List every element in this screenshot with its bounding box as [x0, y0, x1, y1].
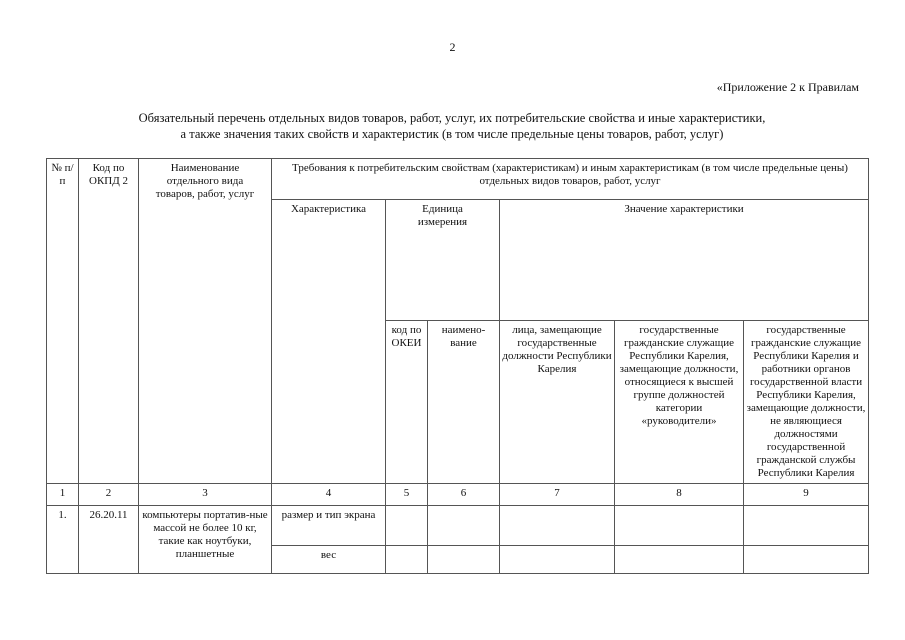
empty-cell	[500, 546, 615, 574]
document-title	[46, 110, 858, 142]
appendix-reference: «Приложение 2 к Правилам	[716, 80, 859, 94]
empty-cell	[500, 506, 615, 546]
empty-cell	[744, 506, 869, 546]
empty-cell	[615, 546, 744, 574]
empty-cell	[615, 506, 744, 546]
requirements-table	[46, 158, 869, 574]
header-value-persons: лица, замещающие государственные должности Республики Карелия	[500, 321, 615, 484]
header-num: № п/п	[47, 159, 79, 484]
column-number: 1	[47, 484, 79, 506]
row-item-name: компьютеры портатив-ные массой не более 10 кг, такие как ноутбуки, планшетные	[139, 506, 272, 574]
header-name: Наименование отдельного вида товаров, работ, услуг	[139, 159, 272, 484]
row-okpd-code: 26.20.11	[79, 506, 139, 574]
column-number: 4	[272, 484, 386, 506]
column-number: 9	[744, 484, 869, 506]
header-unit-code: код по ОКЕИ	[386, 321, 428, 484]
column-number: 8	[615, 484, 744, 506]
row-num: 1.	[47, 506, 79, 574]
row-characteristic: размер и тип экрана	[272, 506, 386, 546]
header-row-1	[47, 159, 869, 200]
header-unit: Единица измерения	[386, 200, 500, 321]
header-okpd: Код по ОКПД 2	[79, 159, 139, 484]
header-characteristic: Характеристика	[272, 200, 386, 484]
column-number: 2	[79, 484, 139, 506]
column-number: 7	[500, 484, 615, 506]
header-unit-name: наимено-вание	[428, 321, 500, 484]
header-value-civil-other: государственные гражданские служащие Республики Карелия и работники органов государственной власти Республики Карелия, замещающие должности, не являющиеся должностями государственной гражданской службы Республики Карелия	[744, 321, 869, 484]
empty-cell	[428, 506, 500, 546]
column-numbers-row	[47, 484, 869, 506]
table-row	[47, 506, 869, 546]
title-line-1: Обязательный перечень отдельных видов товаров, работ, услуг, их потребительские свойства и иные характеристики,	[138, 111, 766, 125]
header-value-civil-highest: государственные гражданские служащие Республики Карелия, замещающие должности, относящиеся к высшей группе должностей категории «руководители»	[615, 321, 744, 484]
row-characteristic: вес	[272, 546, 386, 574]
empty-cell	[386, 546, 428, 574]
empty-cell	[744, 546, 869, 574]
column-number: 6	[428, 484, 500, 506]
page-number: 2	[449, 40, 456, 54]
column-number: 3	[139, 484, 272, 506]
empty-cell	[428, 546, 500, 574]
empty-cell	[386, 506, 428, 546]
header-value: Значение характеристики	[500, 200, 869, 321]
title-line-2: а также значения таких свойств и характеристик (в том числе предельные цены товаров, работ, услуг)	[180, 127, 724, 141]
header-requirements: Требования к потребительским свойствам (характеристикам) и иным характеристикам (в том числе предельные цены) отдельных видов товаров, работ, услуг	[272, 159, 869, 200]
column-number: 5	[386, 484, 428, 506]
